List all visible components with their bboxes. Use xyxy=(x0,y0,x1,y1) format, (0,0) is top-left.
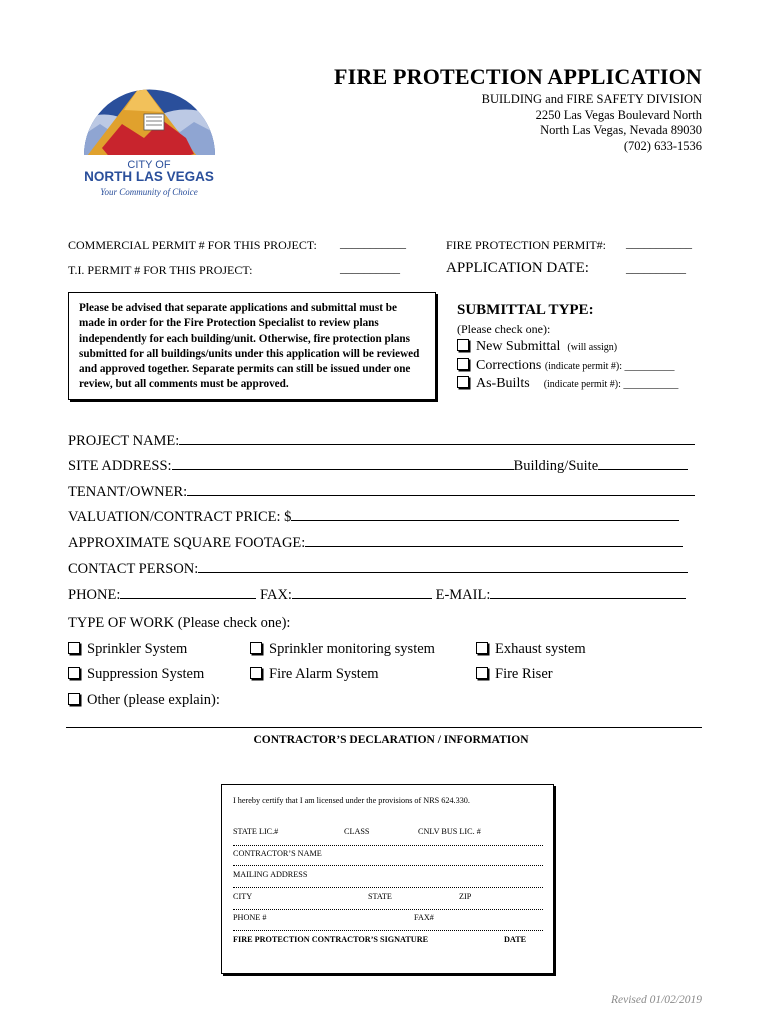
state-lic-label: STATE LIC.# xyxy=(233,827,279,836)
fire-permit-field[interactable]: ___________ xyxy=(626,236,692,250)
phone-fax-email-row[interactable]: PHONE: FAX: E-MAIL: xyxy=(68,586,686,604)
square-footage-row[interactable]: APPROXIMATE SQUARE FOOTAGE: xyxy=(68,534,683,552)
declaration-title: CONTRACTOR’S DECLARATION / INFORMATION xyxy=(253,734,529,746)
project-name-row[interactable]: PROJECT NAME: xyxy=(68,432,695,450)
building-suite-input[interactable] xyxy=(598,457,688,470)
phone-label: PHONE # xyxy=(233,913,267,922)
division-name: BUILDING and FIRE SAFETY DIVISION xyxy=(481,92,702,106)
ti-permit-field[interactable]: __________ xyxy=(340,261,400,275)
work-option-fire-alarm[interactable]: Fire Alarm System xyxy=(250,666,379,683)
checkbox[interactable] xyxy=(250,667,262,679)
mailing-address-line[interactable] xyxy=(233,887,543,888)
class-label: CLASS xyxy=(344,827,370,836)
divider xyxy=(66,727,702,728)
fax-label: FAX# xyxy=(414,913,434,922)
logo-tagline: Your Community of Choice xyxy=(100,187,198,197)
notice-box: Please be advised that separate applications and submittal must be made in order for the Fire Protection Specialist to review plans independently for each building/unit. Otherwise, fire protection plans submitted for all buildings/units under this application will be reviewed and approved together. Separate permits can still be issued under one review, but all comments must be approved. xyxy=(68,292,436,400)
project-name-input[interactable] xyxy=(179,432,695,445)
checkbox[interactable] xyxy=(457,358,469,370)
checkbox[interactable] xyxy=(250,642,262,654)
zip-label: ZIP xyxy=(459,892,472,901)
address-phone: (702) 633-1536 xyxy=(623,139,702,153)
date-label: DATE xyxy=(504,935,527,944)
license-line[interactable] xyxy=(233,845,543,846)
logo-city-of: CITY OF xyxy=(127,159,171,171)
checkbox[interactable] xyxy=(457,339,469,351)
phone-input[interactable] xyxy=(120,586,256,599)
city-logo xyxy=(82,80,217,200)
site-address-row[interactable]: SITE ADDRESS: Building/Suite xyxy=(68,457,688,475)
signature-label: FIRE PROTECTION CONTRACTOR’S SIGNATURE xyxy=(233,935,429,944)
submittal-type-title: SUBMITTAL TYPE: xyxy=(457,302,594,318)
commercial-permit-label: COMMERCIAL PERMIT # FOR THIS PROJECT: xyxy=(68,238,317,252)
declaration-box xyxy=(221,784,554,974)
work-option-other[interactable]: Other (please explain): xyxy=(68,692,220,709)
city-label: CITY xyxy=(233,892,253,901)
fire-permit-label: FIRE PROTECTION PERMIT#: xyxy=(446,238,607,252)
square-footage-input[interactable] xyxy=(305,534,683,547)
application-date-label: APPLICATION DATE: xyxy=(446,260,589,276)
ti-permit-label: T.I. PERMIT # FOR THIS PROJECT: xyxy=(68,263,253,277)
cnlv-bus-lic-label: CNLV BUS LIC. # xyxy=(418,827,481,836)
commercial-permit-field[interactable]: ___________ xyxy=(340,236,406,250)
certify-text: I hereby certify that I am licensed under the provisions of NRS 624.330. xyxy=(233,796,470,805)
submittal-option-corrections[interactable]: Corrections (indicate permit #): __________ xyxy=(457,358,675,374)
site-address-input[interactable] xyxy=(172,457,514,470)
revised-date: Revised 01/02/2019 xyxy=(610,994,702,1006)
address-city: North Las Vegas, Nevada 89030 xyxy=(540,123,702,137)
tenant-owner-input[interactable] xyxy=(187,483,695,496)
city-state-zip-line[interactable] xyxy=(233,909,543,910)
logo-city-name: NORTH LAS VEGAS xyxy=(84,169,214,184)
valuation-row[interactable]: VALUATION/CONTRACT PRICE: $ xyxy=(68,508,679,526)
application-date-field[interactable]: __________ xyxy=(626,261,686,275)
page-title: FIRE PROTECTION APPLICATION xyxy=(333,64,702,89)
email-input[interactable] xyxy=(490,586,686,599)
checkbox[interactable] xyxy=(476,667,488,679)
state-label: STATE xyxy=(368,892,392,901)
submittal-type-hint: (Please check one): xyxy=(457,322,551,336)
contact-person-input[interactable] xyxy=(198,560,688,573)
submittal-option-new[interactable]: New Submittal (will assign) xyxy=(457,339,617,355)
type-of-work-title: TYPE OF WORK (Please check one): xyxy=(68,615,291,631)
tenant-owner-row[interactable]: TENANT/OWNER: xyxy=(68,483,695,501)
address-street: 2250 Las Vegas Boulevard North xyxy=(535,108,702,122)
work-option-exhaust[interactable]: Exhaust system xyxy=(476,641,586,658)
fax-input[interactable] xyxy=(292,586,432,599)
checkbox[interactable] xyxy=(476,642,488,654)
valuation-input[interactable] xyxy=(291,508,679,521)
checkbox[interactable] xyxy=(68,667,80,679)
contractor-name-label: CONTRACTOR’S NAME xyxy=(233,849,322,858)
contractor-name-line[interactable] xyxy=(233,865,543,866)
work-option-suppression[interactable]: Suppression System xyxy=(68,666,204,683)
work-option-sprinkler[interactable]: Sprinkler System xyxy=(68,641,187,658)
work-option-sprinkler-monitoring[interactable]: Sprinkler monitoring system xyxy=(250,641,435,658)
checkbox[interactable] xyxy=(68,642,80,654)
work-option-fire-riser[interactable]: Fire Riser xyxy=(476,666,553,683)
checkbox[interactable] xyxy=(68,693,80,705)
checkbox[interactable] xyxy=(457,376,469,388)
phone-fax-line[interactable] xyxy=(233,930,543,931)
submittal-option-asbuilts[interactable]: As-Builts (indicate permit #): ___________ xyxy=(457,376,678,392)
contact-person-row[interactable]: CONTACT PERSON: xyxy=(68,560,688,578)
mailing-address-label: MAILING ADDRESS xyxy=(233,870,308,879)
